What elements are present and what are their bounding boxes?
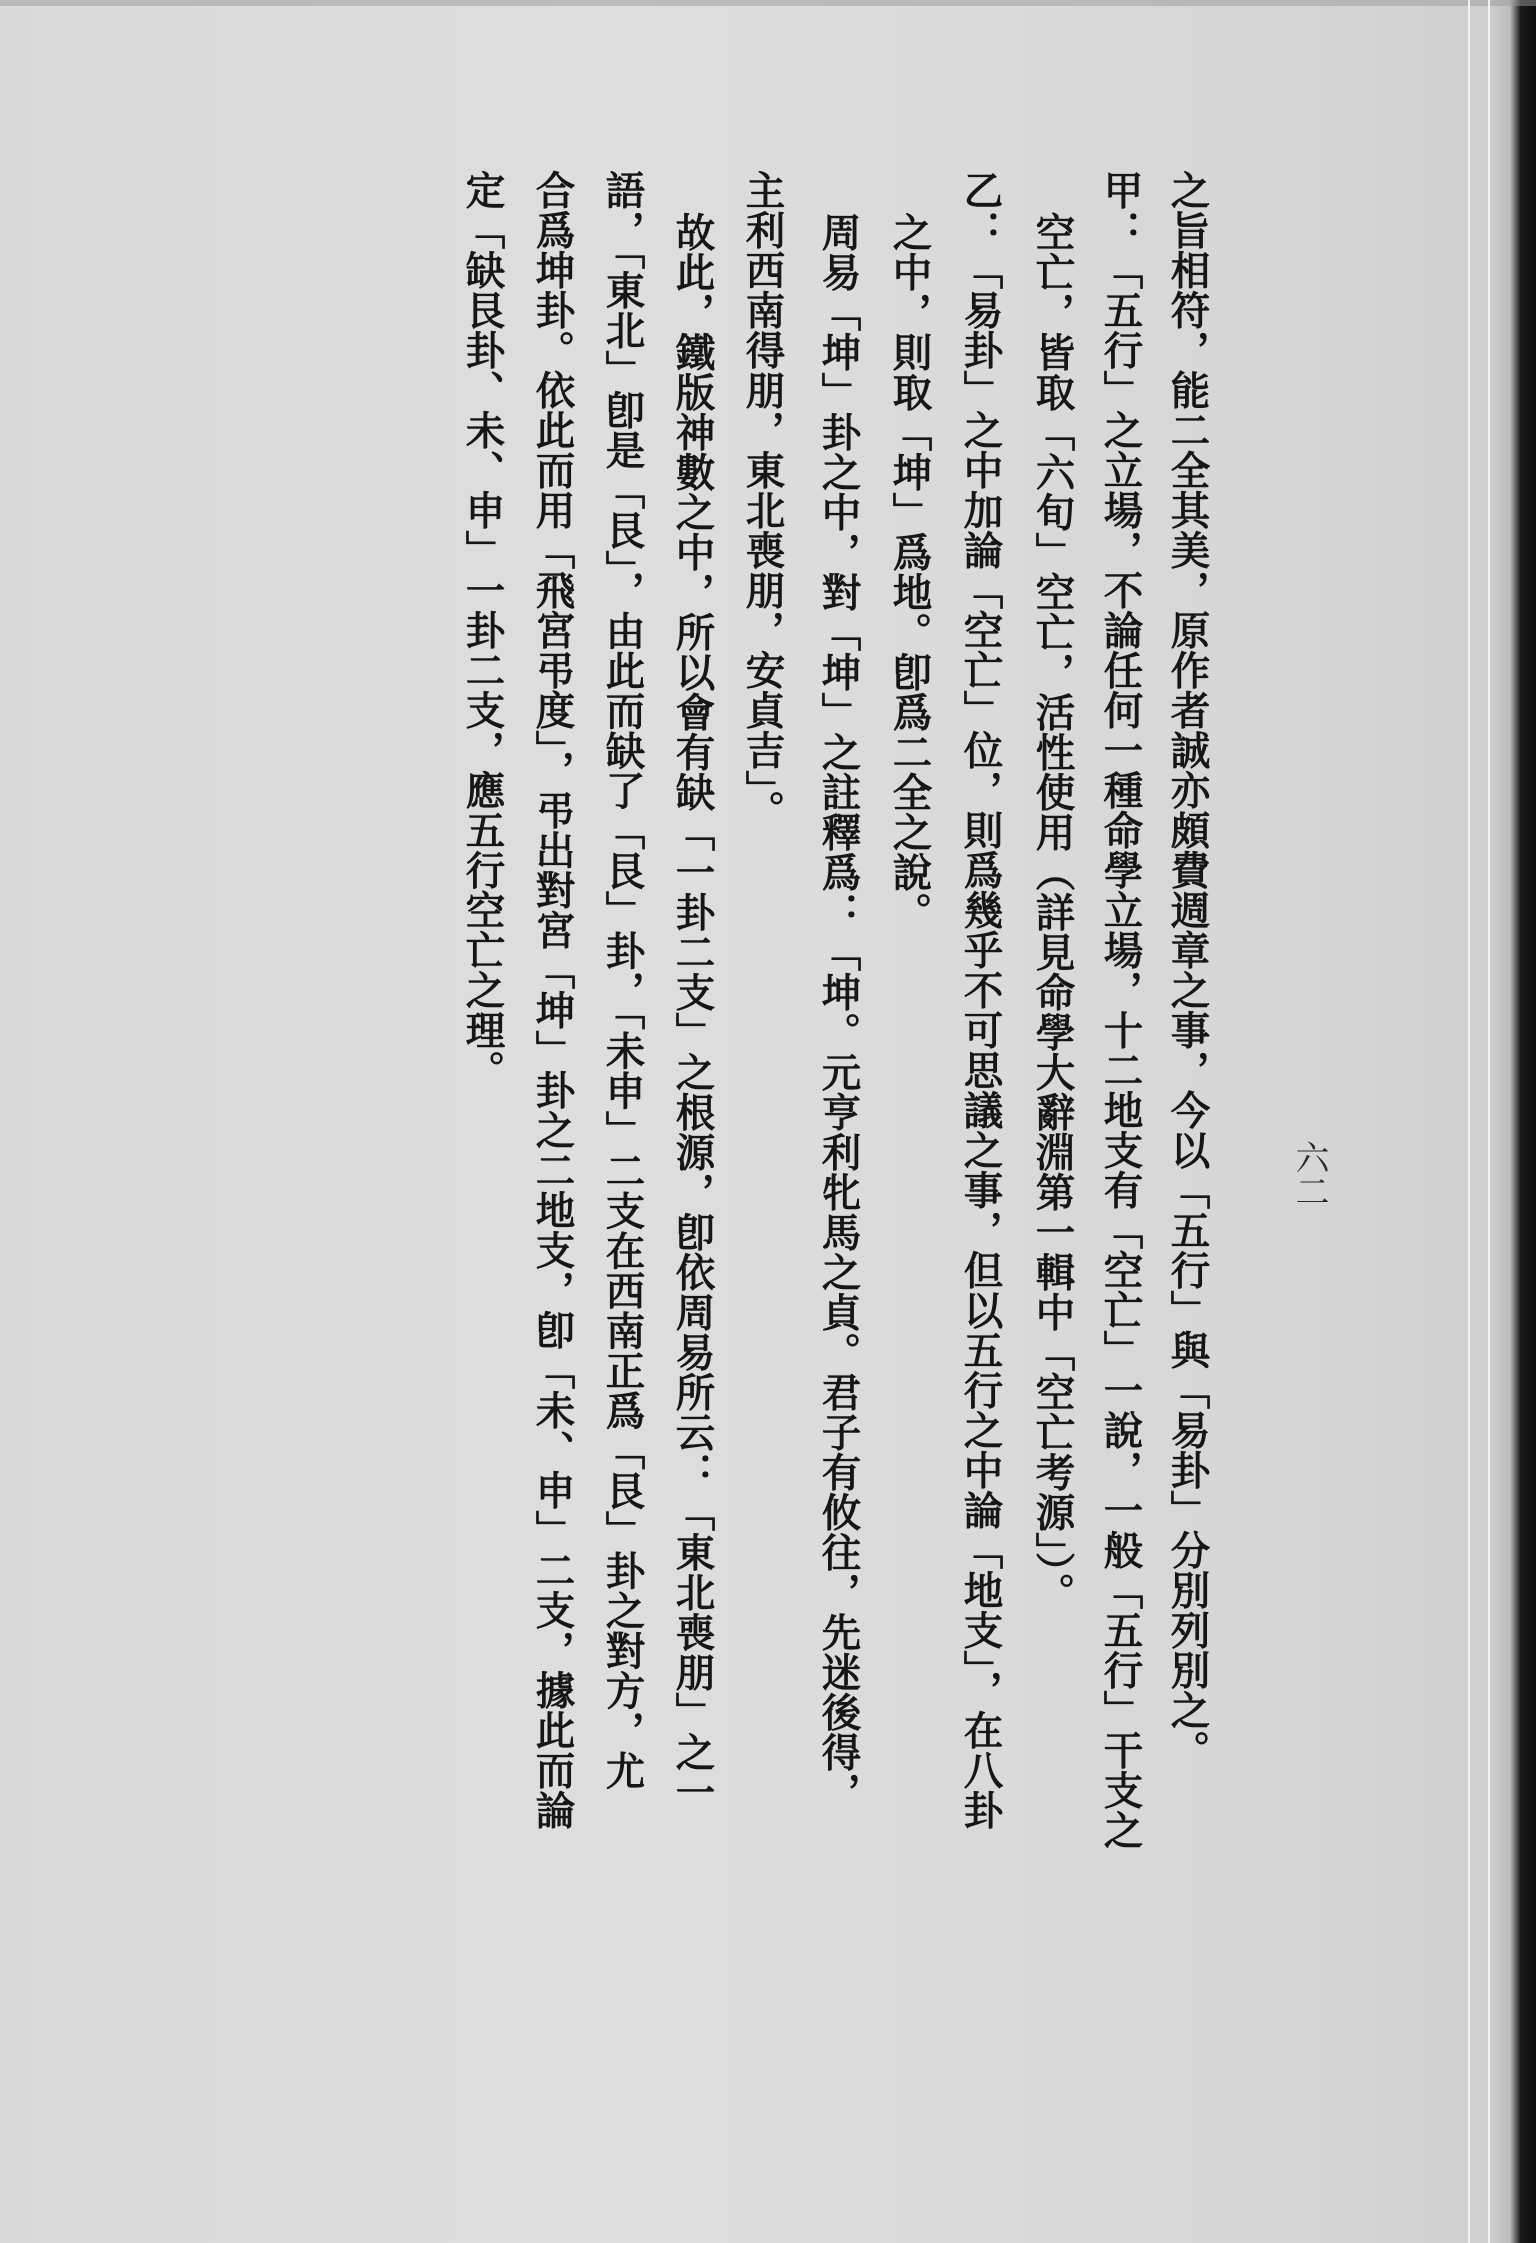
text-column-9: 語，「東北」卽是「艮」，由此而缺了「艮」卦，「未申」二支在西南正爲「艮」卦之對方，尤 — [599, 170, 646, 1791]
text-column-2: 甲：「五行」之立場，不論任何一種命學立場，十二地支有「空亡」一說，一般「五行」干支之 — [1097, 170, 1144, 1850]
page-number: 六二 — [1289, 1140, 1329, 1208]
scan-top-edge — [0, 0, 1536, 6]
text-column-4: 乙：「易卦」之中加論「空亡」位，則爲幾乎不可思議之事，但以五行之中論「地支」，在八卦 — [957, 170, 1004, 1831]
text-column-7: 主利西南得朋，東北喪朋，安貞吉」。 — [739, 170, 786, 831]
text-column-6: 周易「坤」卦之中，對「坤」之註釋爲：「坤。元亨利牝馬之貞。君子有攸往，先迷後得， — [815, 212, 862, 1812]
text-column-3: 空亡，皆取「六旬」空亡，活性使用（詳見命學大辭淵第一輯中「空亡考源」）。 — [1029, 212, 1076, 1613]
text-column-10: 合爲坤卦。依此而用「飛宮弔度」，弔出對宮「坤」卦之二地支，卽「未、申」二支，據此而論 — [529, 170, 576, 1831]
text-column-5: 之中，則取「坤」爲地。卽爲二全之說。 — [886, 212, 933, 932]
text-column-1: 之旨相符，能二全其美，原作者誠亦頗費週章之事，今以「五行」與「易卦」分別列別之。 — [1164, 170, 1211, 1770]
text-column-8: 故此，鐵版神數之中，所以會有缺「一卦二支」之根源，卽依周易所云：「東北喪朋」之一 — [669, 212, 716, 1812]
page-edge-line — [1468, 0, 1470, 2243]
page-edge-line — [1488, 0, 1490, 2243]
text-column-11: 定「缺艮卦、未、申」一卦二支，應五行空亡之理。 — [459, 170, 506, 1090]
